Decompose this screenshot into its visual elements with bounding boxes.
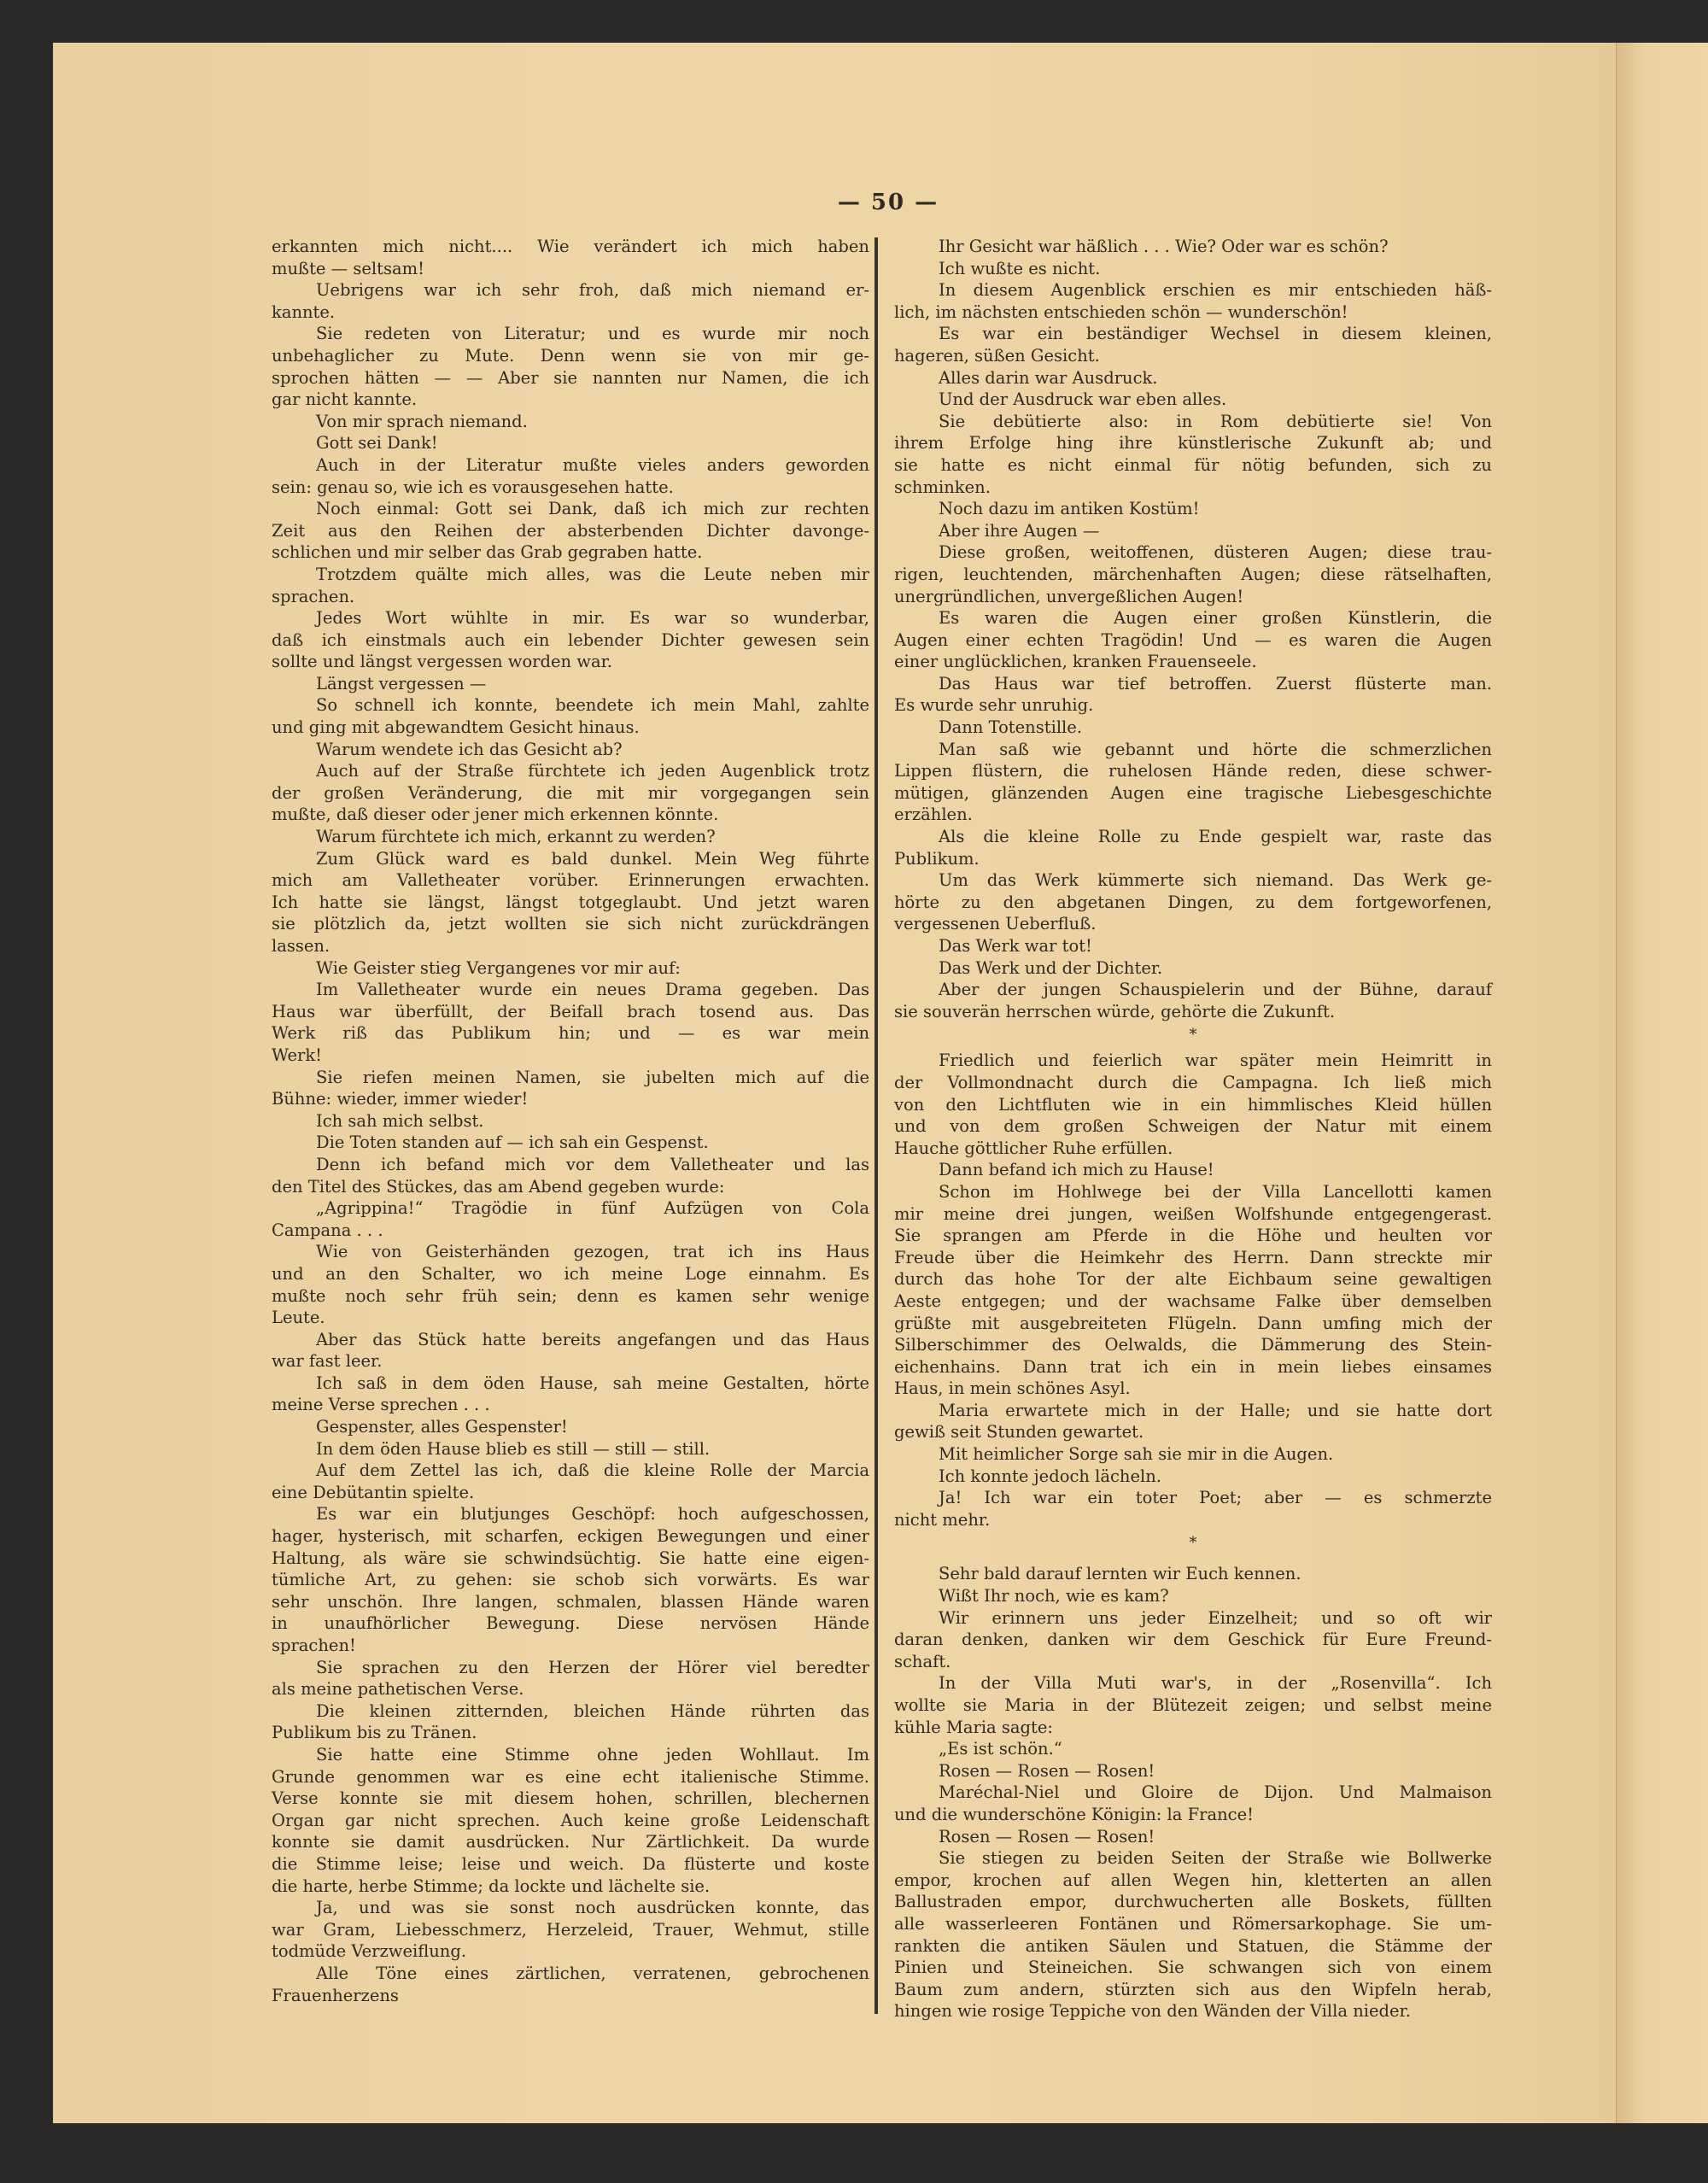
text-line: Alle Töne eines zärtlichen, verratenen, gebrochenen bbox=[316, 1963, 869, 1983]
text-line: Jedes Wort wühlte in mir. Es war so wunderbar, bbox=[316, 608, 869, 629]
paragraph bbox=[894, 541, 1492, 607]
text-line: Schon im Hohlwege bei der Villa Lancellotti kamen bbox=[939, 1181, 1492, 1202]
text-line: gewiß seit Stunden gewartet. bbox=[894, 1422, 1144, 1443]
text-line: empor, krochen auf allen Wegen hin, kletterten an allen bbox=[894, 1870, 1492, 1890]
paragraph bbox=[272, 826, 869, 848]
paragraph bbox=[894, 279, 1492, 323]
text-line: Das Haus war tief betroffen. Zuerst flüsterte man. bbox=[939, 673, 1492, 694]
text-line: Es waren die Augen einer großen Künstlerin, die bbox=[939, 608, 1492, 629]
text-line: schaft. bbox=[894, 1651, 951, 1671]
text-line: Mit heimlicher Sorge sah sie mir in die Augen. bbox=[939, 1444, 1334, 1465]
text-line: Sie redeten von Literatur; und es wurde mir noch bbox=[316, 324, 869, 344]
text-line: mütigen, glänzenden Augen eine tragische Liebesgeschichte bbox=[894, 782, 1492, 803]
paragraph bbox=[272, 236, 869, 279]
text-line: grüßte mit ausgebreiteten Flügeln. Dann umfing mich der bbox=[894, 1313, 1492, 1333]
paragraph bbox=[272, 1110, 869, 1132]
text-line: Denn ich befand mich vor dem Valletheater und las bbox=[316, 1154, 869, 1174]
text-line: sehr unschön. Ihre langen, schmalen, blassen Hände waren bbox=[272, 1591, 869, 1612]
text-line: Haus war überfüllt, der Beifall brach tosend aus. Das bbox=[272, 1001, 869, 1021]
text-line: Sehr bald darauf lernten wir Euch kennen. bbox=[939, 1564, 1301, 1584]
text-line: Rosen — Rosen — Rosen! bbox=[939, 1760, 1155, 1781]
text-line: Das Werk und der Dichter. bbox=[939, 957, 1163, 978]
text-line: Ihr Gesicht war häßlich . . . Wie? Oder war es schön? bbox=[939, 237, 1389, 256]
paragraph bbox=[894, 1443, 1492, 1466]
paragraph bbox=[894, 673, 1492, 717]
text-line: Ich saß in dem öden Hause, sah meine Gestalten, hörte bbox=[316, 1372, 869, 1393]
paragraph bbox=[272, 1241, 869, 1328]
text-line: Sie sprachen zu den Herzen der Hörer viel beredter bbox=[316, 1657, 869, 1677]
paragraph bbox=[894, 1782, 1492, 1825]
text-line: Publikum. bbox=[894, 848, 980, 869]
text-line: war Gram, Liebesschmerz, Herzeleid, Trauer, Wehmut, stille bbox=[272, 1919, 869, 1940]
paragraph bbox=[894, 1585, 1492, 1607]
text-line: unergründlichen, unvergeßlichen Augen! bbox=[894, 586, 1244, 606]
text-line: Auf dem Zettel las ich, daß die kleine Rolle der Marcia bbox=[316, 1460, 869, 1481]
text-line: in unaufhörlicher Bewegung. Diese nervösen Hände bbox=[272, 1613, 869, 1634]
paragraph bbox=[894, 1050, 1492, 1159]
text-line: Sie hatte eine Stimme ohne jeden Wohllaut. Im bbox=[316, 1744, 869, 1765]
paragraph bbox=[894, 1487, 1492, 1530]
text-line: durch das hohe Tor der alte Eichbaum seine gewaltigen bbox=[894, 1269, 1492, 1290]
text-line: lich, im nächsten entschieden schön — wunderschön! bbox=[894, 301, 1348, 322]
paragraph bbox=[272, 1132, 869, 1154]
text-line: war fast leer. bbox=[272, 1351, 383, 1372]
paragraph bbox=[272, 1438, 869, 1460]
paragraph bbox=[272, 1372, 869, 1416]
paragraph bbox=[894, 935, 1492, 957]
text-line: vergessenen Ueberfluß. bbox=[894, 914, 1097, 934]
text-line: Um das Werk kümmerte sich niemand. Das Werk ge- bbox=[939, 870, 1492, 891]
text-line: Sie stiegen zu beiden Seiten der Straße wie Bollwerke bbox=[939, 1848, 1492, 1869]
column-divider bbox=[874, 237, 878, 2014]
paragraph bbox=[894, 739, 1492, 826]
text-line: Haltung, als wäre sie schwindsüchtig. Sie hatte eine eigen- bbox=[272, 1548, 869, 1568]
text-line: Silberschimmer des Oelwalds, die Dämmerung des Stein- bbox=[894, 1335, 1492, 1355]
text-line: erzählen. bbox=[894, 805, 973, 825]
paragraph bbox=[894, 979, 1492, 1022]
paragraph bbox=[272, 411, 869, 433]
text-line: der Vollmondnacht durch die Campagna. Ich ließ mich bbox=[894, 1072, 1492, 1092]
text-line: Trotzdem quälte mich alles, was die Leute neben mir bbox=[316, 564, 869, 584]
text-line: erkannten mich nicht.... Wie verändert ich mich haben bbox=[272, 237, 869, 256]
paragraph bbox=[894, 1466, 1492, 1488]
text-line: Als die kleine Rolle zu Ende gespielt war, raste das bbox=[939, 827, 1492, 847]
paragraph bbox=[894, 1847, 1492, 2022]
paragraph bbox=[894, 1826, 1492, 1848]
text-line: alle wasserleeren Fontänen und Römersarkophage. Sie um- bbox=[894, 1913, 1492, 1934]
text-line: einer unglücklichen, kranken Frauenseele. bbox=[894, 652, 1257, 672]
text-line: Es wurde sehr unruhig. bbox=[894, 695, 1094, 716]
text-line: Ja! Ich war ein toter Poet; aber — es schmerzte bbox=[939, 1488, 1492, 1508]
text-line: schlichen und mir selber das Grab gegraben hatte. bbox=[272, 542, 703, 563]
paragraph bbox=[272, 979, 869, 1066]
text-line: wollte sie Maria in der Blütezeit zeigen; und selbst meine bbox=[894, 1695, 1492, 1715]
paragraph bbox=[272, 673, 869, 695]
text-line: Noch dazu im antiken Kostüm! bbox=[939, 499, 1200, 519]
paragraph bbox=[894, 1563, 1492, 1585]
text-line: Ja, und was sie sonst noch ausdrücken konnte, das bbox=[316, 1898, 869, 1918]
text-line: Campana . . . bbox=[272, 1220, 383, 1240]
paragraph bbox=[272, 1963, 869, 2006]
text-line: Ich sah mich selbst. bbox=[316, 1110, 484, 1131]
paragraph bbox=[272, 1067, 869, 1110]
paragraph bbox=[894, 367, 1492, 389]
text-line: Wie von Geisterhänden gezogen, trat ich ins Haus bbox=[316, 1242, 869, 1262]
text-line: von den Lichtfluten wie in ein himmlisches Kleid hüllen bbox=[894, 1094, 1492, 1115]
text-line: rigen, leuchtenden, märchenhaften Augen; diese rätselhaften, bbox=[894, 564, 1492, 584]
paragraph bbox=[272, 498, 869, 564]
text-line: Auch auf der Straße fürchtete ich jeden Augenblick trotz bbox=[316, 761, 869, 781]
paragraph bbox=[272, 454, 869, 498]
paragraph bbox=[272, 323, 869, 410]
text-line: hager, hysterisch, mit scharfen, eckigen Bewegungen und einer bbox=[272, 1526, 869, 1547]
page-number: — 50 — bbox=[837, 190, 939, 215]
text-line: Maria erwartete mich in der Halle; und sie hatte dort bbox=[939, 1400, 1492, 1420]
paragraph bbox=[272, 1154, 869, 1197]
text-line: Längst vergessen — bbox=[316, 673, 487, 694]
text-line: Das Werk war tot! bbox=[939, 936, 1092, 956]
paragraph bbox=[272, 1657, 869, 1700]
paragraph bbox=[272, 279, 869, 323]
text-line: Werk! bbox=[272, 1045, 322, 1065]
text-line: sollte und längst vergessen worden war. bbox=[272, 652, 612, 672]
text-line: Warum wendete ich das Gesicht ab? bbox=[316, 739, 623, 759]
text-line: kühle Maria sagte: bbox=[894, 1717, 1053, 1737]
text-line: Alles darin war Ausdruck. bbox=[939, 367, 1158, 388]
text-line: hingen wie rosige Teppiche von den Wänden der Villa nieder. bbox=[894, 2001, 1411, 2022]
paragraph bbox=[894, 826, 1492, 869]
text-line: Sie debütierte also: in Rom debütierte sie! Von bbox=[939, 411, 1492, 431]
text-line: sie plötzlich da, jetzt wollten sie sich nicht zurückdrängen bbox=[272, 914, 869, 934]
paragraph bbox=[272, 1700, 869, 1744]
text-line: den Titel des Stückes, das am Abend gegeben wurde: bbox=[272, 1176, 725, 1197]
text-line: unbehaglicher zu Mute. Denn wenn sie von mir ge- bbox=[272, 345, 869, 366]
text-line: als meine pathetischen Verse. bbox=[272, 1679, 524, 1700]
paragraph bbox=[894, 258, 1492, 280]
text-line: eichenhains. Dann trat ich ein in mein liebes einsames bbox=[894, 1356, 1492, 1377]
paragraph bbox=[894, 1738, 1492, 1760]
text-line: der großen Veränderung, die mit mir vorgegangen sein bbox=[272, 782, 869, 803]
text-line: ihrem Erfolge hing ihre künstlerische Zukunft ab; und bbox=[894, 433, 1492, 454]
text-line: eine Debütantin spielte. bbox=[272, 1482, 475, 1502]
paragraph bbox=[894, 1181, 1492, 1400]
paragraph bbox=[894, 411, 1492, 498]
paragraph bbox=[894, 389, 1492, 411]
paragraph bbox=[894, 1607, 1492, 1673]
text-line: mußte, daß dieser oder jener mich erkennen könnte. bbox=[272, 805, 719, 825]
text-line: Organ gar nicht sprechen. Auch keine große Leidenschaft bbox=[272, 1810, 869, 1830]
text-line: gar nicht kannte. bbox=[272, 389, 418, 410]
text-line: Rosen — Rosen — Rosen! bbox=[939, 1826, 1155, 1846]
text-line: Ballustraden empor, durchwucherten alle Boskets, füllten bbox=[894, 1892, 1492, 1912]
paragraph bbox=[894, 607, 1492, 673]
text-line: nicht mehr. bbox=[894, 1509, 991, 1530]
text-line: Im Valletheater wurde ein neues Drama gegeben. Das bbox=[316, 980, 869, 1000]
text-line: Diese großen, weitoffenen, düsteren Augen; diese trau- bbox=[939, 542, 1492, 563]
adjacent-page-edge bbox=[1616, 43, 1708, 2123]
text-line: Verse konnte sie mit diesem hohen, schrillen, blechernen bbox=[272, 1788, 869, 1809]
text-line: konnte sie damit ausdrücken. Nur Zärtlichkeit. Da wurde bbox=[272, 1832, 869, 1852]
paragraph bbox=[272, 957, 869, 980]
paragraph bbox=[894, 498, 1492, 520]
text-line: hageren, süßen Gesicht. bbox=[894, 345, 1100, 366]
text-line: Uebrigens war ich sehr froh, daß mich niemand er- bbox=[316, 280, 869, 301]
paragraph bbox=[894, 717, 1492, 739]
text-line: und an den Schalter, wo ich meine Loge einnahm. Es bbox=[272, 1263, 869, 1284]
text-line: mir meine drei jungen, weißen Wolfshunde entgegengerast. bbox=[894, 1203, 1492, 1224]
text-line: todmüde Verzweiflung. bbox=[272, 1941, 467, 1962]
section-separator: * bbox=[1189, 1534, 1197, 1553]
text-line: Friedlich und feierlich war später mein Heimritt in bbox=[939, 1051, 1492, 1071]
text-line: meine Verse sprechen . . . bbox=[272, 1395, 490, 1415]
text-line: Leute. bbox=[272, 1308, 325, 1328]
text-line: In dem öden Hause blieb es still — still — still. bbox=[316, 1438, 711, 1459]
text-line: Aber der jungen Schauspielerin und der Bühne, darauf bbox=[939, 980, 1492, 1000]
text-line: Haus, in mein schönes Asyl. bbox=[894, 1378, 1131, 1399]
text-line: und von dem großen Schweigen der Natur mit einem bbox=[894, 1116, 1492, 1137]
text-line: Sie riefen meinen Namen, sie jubelten mich auf die bbox=[316, 1067, 869, 1087]
text-line: Publikum bis zu Tränen. bbox=[272, 1723, 477, 1743]
text-line: Wir erinnern uns jeder Einzelheit; und so oft wir bbox=[939, 1607, 1492, 1628]
text-line: So schnell ich konnte, beendete ich mein Mahl, zahlte bbox=[316, 695, 869, 716]
text-line: rankten die antiken Säulen und Statuen, die Stämme der bbox=[894, 1935, 1492, 1956]
text-line: Baum zum andern, stürzten sich aus den Wipfeln herab, bbox=[894, 1979, 1492, 1999]
text-column-left bbox=[272, 236, 869, 2006]
paragraph bbox=[272, 694, 869, 738]
text-line: sprochen hätten — — Aber sie nannten nur Namen, die ich bbox=[272, 367, 869, 388]
text-line: Zeit aus den Reihen der absterbenden Dichter davonge- bbox=[272, 520, 869, 541]
text-line: Warum fürchtete ich mich, erkannt zu werden? bbox=[316, 827, 716, 847]
text-line: Grunde genommen war es eine echt italienische Stimme. bbox=[272, 1766, 869, 1787]
text-line: tümliche Art, zu gehen: sie schob sich vorwärts. Es war bbox=[272, 1570, 869, 1590]
text-line: Die Toten standen auf — ich sah ein Gespenst. bbox=[316, 1132, 709, 1153]
paragraph bbox=[272, 739, 869, 761]
text-line: sie souverän herrschen würde, gehörte die Zukunft. bbox=[894, 1001, 1336, 1021]
paragraph bbox=[272, 564, 869, 607]
text-line: daß ich einstmals auch ein lebender Dichter gewesen sein bbox=[272, 629, 869, 650]
text-line: Gespenster, alles Gespenster! bbox=[316, 1417, 568, 1437]
text-line: die Stimme leise; leise und weich. Da flüsterte und koste bbox=[272, 1853, 869, 1874]
text-line: und die wunderschöne Königin: la France! bbox=[894, 1804, 1254, 1824]
text-line: Es war ein blutjunges Geschöpf: hoch aufgeschossen, bbox=[316, 1504, 869, 1525]
text-line: kannte. bbox=[272, 301, 336, 322]
paragraph bbox=[272, 1416, 869, 1438]
text-line: Wie Geister stieg Vergangenes vor mir auf: bbox=[316, 957, 681, 978]
paragraph bbox=[272, 1744, 869, 1897]
paragraph bbox=[894, 1400, 1492, 1443]
text-line: Es war ein beständiger Wechsel in diesem kleinen, bbox=[939, 324, 1492, 344]
text-line: mußte — seltsam! bbox=[272, 258, 424, 278]
text-line: Dann Totenstille. bbox=[939, 717, 1083, 738]
paragraph bbox=[894, 520, 1492, 542]
text-line: die harte, herbe Stimme; da lockte und lächelte sie. bbox=[272, 1876, 711, 1896]
text-line: Lippen flüstern, die ruhelosen Hände reden, diese schwer- bbox=[894, 761, 1492, 781]
text-line: sie hatte es nicht einmal für nötig befunden, sich zu bbox=[894, 454, 1492, 475]
text-line: daran denken, danken wir dem Geschick für Eure Freund- bbox=[894, 1630, 1492, 1650]
section-separator: * bbox=[1189, 1026, 1197, 1045]
text-line: Frauenherzens bbox=[272, 1985, 399, 2005]
paragraph bbox=[894, 869, 1492, 935]
text-line: Noch einmal: Gott sei Dank, daß ich mich zur rechten bbox=[316, 499, 869, 519]
text-line: Werk riß das Publikum hin; und — es war mein bbox=[272, 1023, 869, 1044]
paragraph bbox=[894, 236, 1492, 258]
paragraph bbox=[894, 1672, 1492, 1738]
text-line: Man saß wie gebannt und hörte die schmerzlichen bbox=[939, 739, 1492, 759]
text-line: Hauche göttlicher Ruhe erfüllen. bbox=[894, 1138, 1173, 1158]
text-line: „Es ist schön.“ bbox=[939, 1739, 1062, 1759]
text-line: Die kleinen zitternden, bleichen Hände rührten das bbox=[316, 1700, 869, 1721]
paragraph bbox=[272, 1197, 869, 1241]
text-line: Von mir sprach niemand. bbox=[316, 411, 528, 431]
text-line: Dann befand ich mich zu Hause! bbox=[939, 1160, 1214, 1180]
text-line: Aeste entgegen; und der wachsame Falke über demselben bbox=[894, 1290, 1492, 1311]
text-line: In diesem Augenblick erschien es mir entschieden häß- bbox=[939, 280, 1492, 301]
text-line: Ich wußte es nicht. bbox=[939, 258, 1101, 278]
paragraph bbox=[272, 1329, 869, 1372]
paragraph bbox=[272, 1503, 869, 1656]
text-line: Wißt Ihr noch, wie es kam? bbox=[939, 1586, 1169, 1607]
text-line: und ging mit abgewandtem Gesicht hinaus. bbox=[272, 717, 640, 738]
text-line: Ich konnte jedoch lächeln. bbox=[939, 1466, 1161, 1486]
text-line: „Agrippina!“ Tragödie in fünf Aufzügen von Cola bbox=[316, 1198, 869, 1219]
text-line: Maréchal-Niel und Gloire de Dijon. Und Malmaison bbox=[939, 1782, 1492, 1803]
paragraph bbox=[894, 1760, 1492, 1782]
paragraph bbox=[894, 957, 1492, 980]
text-column-right bbox=[894, 236, 1492, 2022]
text-line: mich am Valletheater vorüber. Erinnerungen erwachten. bbox=[272, 870, 869, 891]
paragraph bbox=[894, 1159, 1492, 1181]
text-line: lassen. bbox=[272, 936, 330, 956]
text-line: In der Villa Muti war's, in der „Rosenvilla“. Ich bbox=[939, 1673, 1492, 1694]
paragraph bbox=[272, 432, 869, 454]
paragraph bbox=[272, 1897, 869, 1963]
paragraph bbox=[272, 848, 869, 957]
text-line: mußte noch sehr früh sein; denn es kamen sehr wenige bbox=[272, 1285, 869, 1306]
text-line: Pinien und Steineichen. Sie schwangen sich von einem bbox=[894, 1958, 1492, 1978]
text-line: Aber ihre Augen — bbox=[939, 520, 1100, 541]
text-line: Augen einer echten Tragödin! Und — es waren die Augen bbox=[894, 629, 1492, 650]
text-line: Bühne: wieder, immer wieder! bbox=[272, 1089, 529, 1109]
text-line: hörte zu den abgetanen Dingen, zu dem fortgeworfenen, bbox=[894, 892, 1492, 912]
text-line: Zum Glück ward es bald dunkel. Mein Weg führte bbox=[316, 848, 869, 869]
text-line: Ich hatte sie längst, längst totgeglaubt. Und jetzt waren bbox=[272, 892, 869, 912]
text-line: schminken. bbox=[894, 477, 991, 497]
text-line: Freude über die Heimkehr des Herrn. Dann streckte mir bbox=[894, 1247, 1492, 1267]
text-line: sprachen. bbox=[272, 586, 355, 606]
paragraph bbox=[272, 1460, 869, 1503]
text-line: Auch in der Literatur mußte vieles anders geworden bbox=[316, 454, 869, 475]
text-line: Und der Ausdruck war eben alles. bbox=[939, 389, 1227, 410]
text-line: Sie sprangen am Pferde in die Höhe und heulten vor bbox=[894, 1226, 1492, 1246]
text-line: sein: genau so, wie ich es vorausgesehen hatte. bbox=[272, 477, 674, 497]
text-line: Gott sei Dank! bbox=[316, 433, 438, 454]
text-line: Aber das Stück hatte bereits angefangen und das Haus bbox=[316, 1329, 869, 1349]
paragraph bbox=[272, 607, 869, 673]
text-line: sprachen! bbox=[272, 1636, 356, 1655]
paragraph bbox=[894, 323, 1492, 366]
paragraph bbox=[272, 760, 869, 826]
